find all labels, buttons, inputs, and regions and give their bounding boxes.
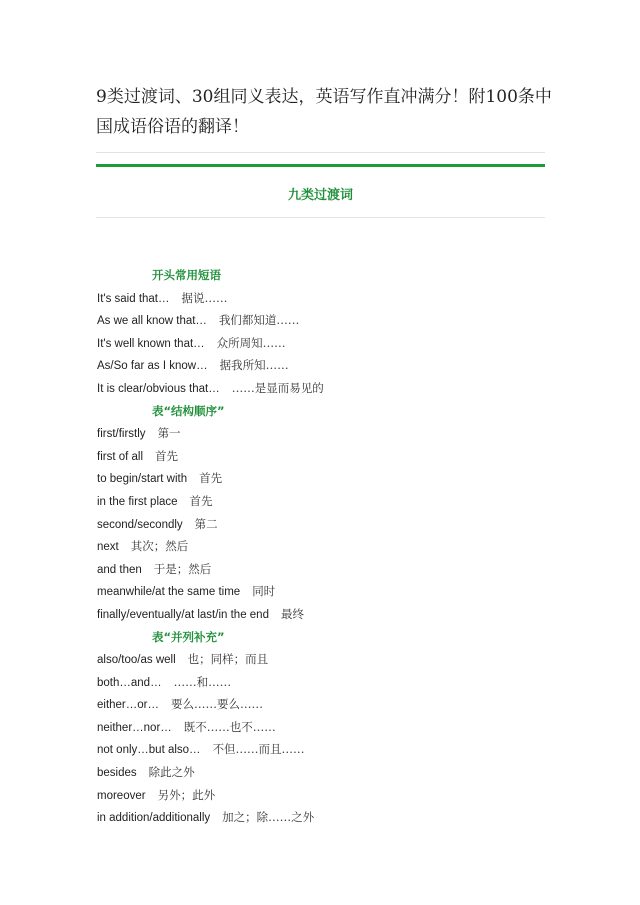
section-accent-rule — [96, 164, 545, 167]
phrase-row — [97, 309, 557, 332]
phrase-english: either…or… — [97, 699, 159, 712]
phrase-english: As we all know that… — [97, 315, 207, 328]
phrase-chinese: 据说…… — [181, 290, 228, 305]
title-divider — [96, 152, 545, 153]
group-heading-parallel-addition: 表“并列补充” — [152, 629, 225, 644]
phrase-english: moreover — [97, 789, 146, 802]
phrase-row — [97, 422, 557, 445]
phrase-chinese: ……和…… — [173, 674, 232, 689]
phrase-english: neither…nor… — [97, 721, 172, 734]
phrase-english: finally/eventually/at last/in the end — [97, 608, 269, 621]
phrase-chinese: 最终 — [280, 606, 304, 621]
phrase-row — [97, 693, 557, 716]
phrase-chinese: 第一 — [157, 426, 181, 441]
phrase-chinese: 众所周知…… — [216, 335, 286, 350]
article-title: 9类过渡词、30组同义表达，英语写作直冲满分！附100条中国成语俗语的翻译！ — [96, 87, 552, 137]
phrase-row — [97, 513, 557, 536]
phrase-row — [97, 377, 557, 400]
phrase-row — [97, 490, 557, 513]
section-divider — [96, 217, 545, 218]
phrase-chinese: 要么……要么…… — [171, 697, 263, 712]
phrase-row — [97, 558, 557, 581]
phrase-list — [97, 264, 557, 829]
phrase-row — [97, 738, 557, 761]
group-heading-opening-phrases: 开头常用短语 — [152, 268, 221, 282]
phrase-english: to begin/start with — [97, 473, 188, 486]
phrase-chinese: 加之；除……之外 — [222, 810, 315, 825]
phrase-row — [97, 535, 557, 558]
phrase-row — [97, 784, 557, 807]
phrase-chinese: 同时 — [252, 584, 276, 599]
section-title: 九类过渡词 — [287, 188, 353, 203]
phrase-english: It's said that… — [97, 292, 170, 305]
phrase-chinese: 据我所知…… — [219, 358, 289, 373]
group-heading-structure-order: 表“结构顺序” — [152, 403, 225, 418]
phrase-chinese: 不但……而且…… — [212, 742, 305, 757]
phrase-chinese: 首先 — [199, 471, 223, 486]
phrase-row — [97, 671, 557, 694]
phrase-row — [97, 761, 557, 784]
phrase-row — [97, 580, 557, 603]
phrase-chinese: 于是；然后 — [153, 561, 212, 576]
phrase-english: first of all — [97, 450, 144, 463]
phrase-row — [97, 716, 557, 739]
phrase-english: besides — [97, 767, 137, 780]
phrase-row — [97, 806, 557, 829]
phrase-chinese: 另外；此外 — [157, 787, 216, 802]
phrase-row — [97, 603, 557, 626]
phrase-english: next — [97, 541, 119, 554]
phrase-english: It is clear/obvious that… — [97, 382, 220, 395]
phrase-english: first/firstly — [97, 428, 146, 441]
phrase-english: not only…but also… — [97, 744, 201, 757]
phrase-english: meanwhile/at the same time — [97, 586, 241, 599]
phrase-english: It's well known that… — [97, 337, 205, 350]
phrase-row — [97, 287, 557, 310]
phrase-chinese: 除此之外 — [148, 765, 195, 780]
phrase-row — [97, 354, 557, 377]
phrase-english: second/secondly — [97, 518, 183, 531]
phrase-row — [97, 467, 557, 490]
phrase-row — [97, 332, 557, 355]
phrase-english: As/So far as I know… — [97, 360, 208, 373]
phrase-chinese: 既不……也不…… — [183, 719, 276, 734]
phrase-english: in the first place — [97, 495, 178, 508]
phrase-english: and then — [97, 563, 142, 576]
phrase-english: both…and… — [97, 676, 162, 689]
phrase-english: also/too/as well — [97, 654, 176, 667]
phrase-chinese: 其次；然后 — [130, 539, 189, 554]
phrase-chinese: 首先 — [155, 448, 179, 463]
phrase-english: in addition/additionally — [97, 812, 211, 825]
phrase-chinese: 我们都知道…… — [218, 313, 300, 328]
phrase-chinese: 也；同样；而且 — [187, 652, 269, 667]
phrase-row — [97, 445, 557, 468]
phrase-chinese: 首先 — [189, 493, 213, 508]
phrase-row — [97, 648, 557, 671]
phrase-chinese: ……是显而易见的 — [231, 380, 324, 395]
phrase-chinese: 第二 — [194, 516, 218, 531]
